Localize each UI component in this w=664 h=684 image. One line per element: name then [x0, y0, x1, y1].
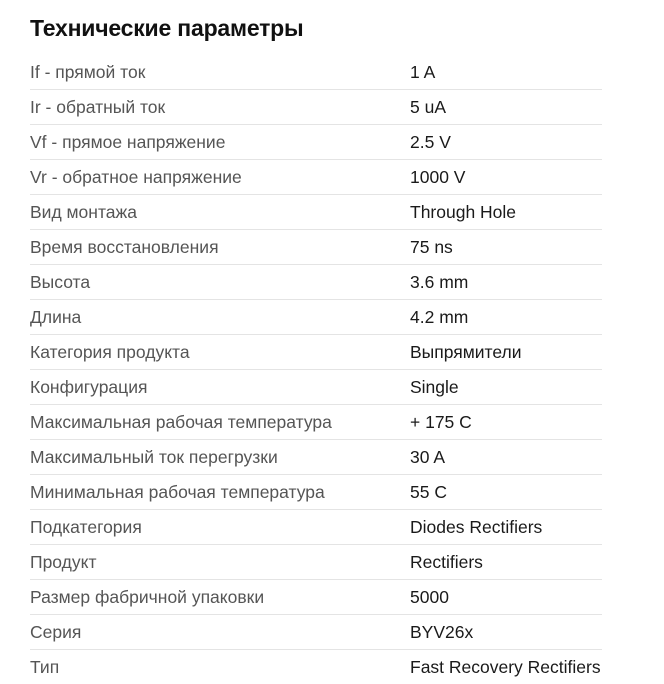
spec-row	[30, 475, 602, 510]
spec-row	[30, 265, 602, 300]
spec-row	[30, 580, 602, 615]
spec-value: Through Hole	[410, 201, 517, 222]
spec-value: 1000 V	[410, 166, 466, 187]
spec-name: Подкатегория	[30, 516, 142, 537]
spec-name: Максимальный ток перегрузки	[30, 446, 278, 467]
spec-value: Fast Recovery Rectifiers	[410, 656, 601, 677]
spec-value: 5 uA	[410, 96, 446, 117]
spec-value: 5000	[410, 586, 449, 607]
spec-value: BYV26x	[410, 621, 474, 642]
spec-row	[30, 370, 602, 405]
spec-name: Длина	[30, 306, 82, 327]
spec-value: 1 A	[410, 61, 436, 82]
spec-row	[30, 195, 602, 230]
spec-value: Diodes Rectifiers	[410, 516, 543, 537]
spec-row	[30, 90, 602, 125]
spec-name: Серия	[30, 621, 82, 642]
spec-table	[30, 55, 602, 684]
spec-name: If - прямой ток	[30, 61, 146, 82]
spec-name: Конфигурация	[30, 376, 148, 397]
spec-name: Время восстановления	[30, 236, 219, 257]
section-title: Технические параметры	[30, 15, 304, 41]
specs-section	[30, 12, 602, 684]
spec-row	[30, 160, 602, 195]
spec-value: 55 C	[410, 481, 447, 502]
spec-name: Vr - обратное напряжение	[30, 166, 242, 187]
spec-row	[30, 335, 602, 370]
spec-value: Single	[410, 376, 459, 397]
spec-row	[30, 650, 602, 684]
spec-value: 2.5 V	[410, 131, 451, 152]
spec-value: 30 A	[410, 446, 446, 467]
spec-name: Продукт	[30, 551, 97, 572]
spec-value: 4.2 mm	[410, 306, 469, 327]
spec-value: 75 ns	[410, 236, 453, 257]
spec-row	[30, 440, 602, 475]
spec-row	[30, 230, 602, 265]
spec-name: Вид монтажа	[30, 201, 137, 222]
spec-name: Категория продукта	[30, 341, 190, 362]
spec-row	[30, 405, 602, 440]
spec-row	[30, 510, 602, 545]
spec-name: Максимальная рабочая температура	[30, 411, 332, 432]
spec-name: Размер фабричной упаковки	[30, 586, 265, 607]
spec-name: Ir - обратный ток	[30, 96, 166, 117]
spec-name: Тип	[30, 656, 60, 677]
spec-row	[30, 55, 602, 90]
spec-row	[30, 615, 602, 650]
spec-row	[30, 125, 602, 160]
spec-name: Минимальная рабочая температура	[30, 481, 325, 502]
spec-row	[30, 300, 602, 335]
spec-value: + 175 C	[410, 411, 472, 432]
spec-name: Высота	[30, 271, 91, 292]
spec-value: Выпрямители	[410, 341, 522, 362]
spec-name: Vf - прямое напряжение	[30, 131, 226, 152]
spec-value: Rectifiers	[410, 551, 483, 572]
spec-row	[30, 545, 602, 580]
spec-value: 3.6 mm	[410, 271, 469, 292]
